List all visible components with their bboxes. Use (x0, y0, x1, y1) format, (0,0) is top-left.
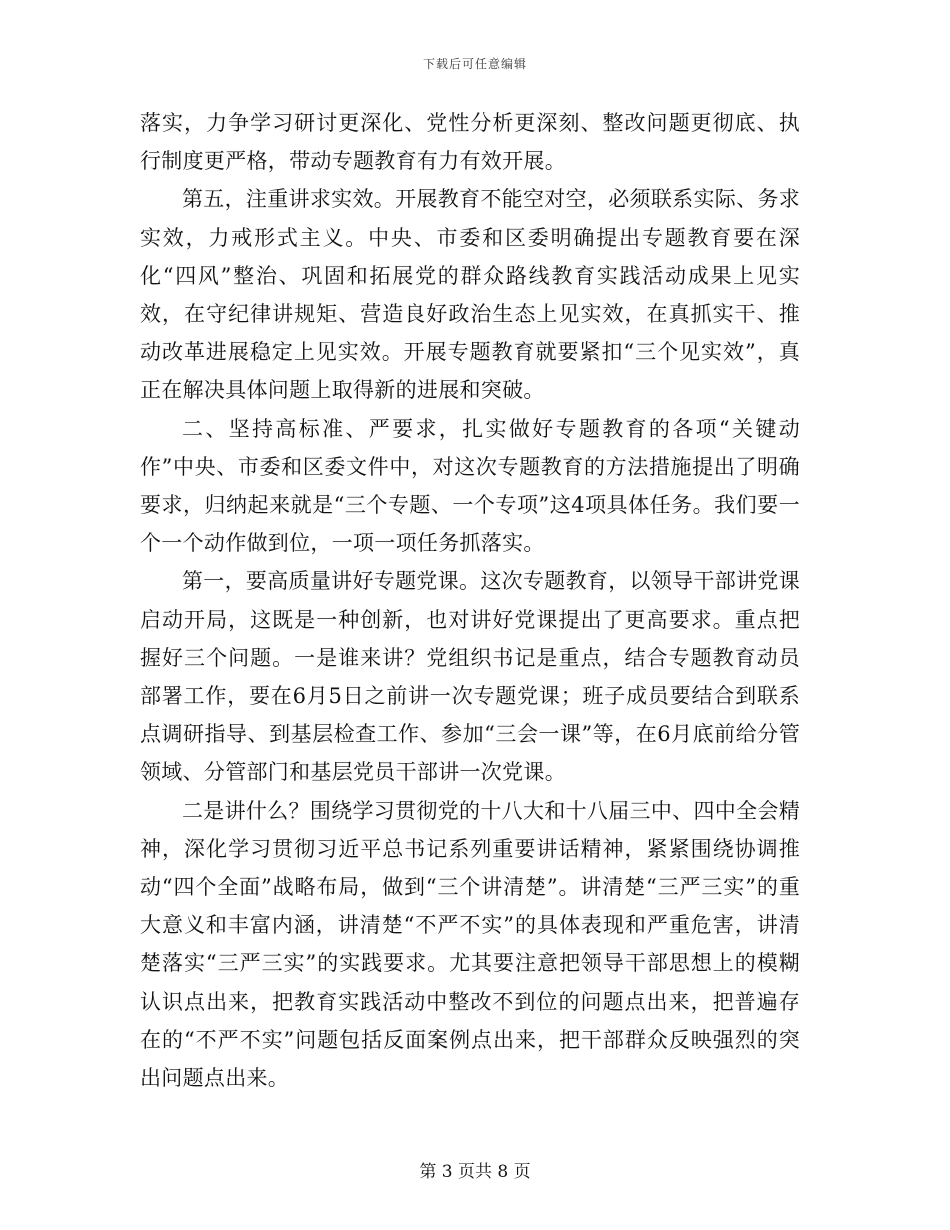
paragraph-continuation: 落实，力争学习研讨更深化、党性分析更深刻、整改问题更彻底、执行制度更严格，带动专题教育有力有效开展。 (140, 111, 800, 174)
page-number: 第 3 页共 8 页 (419, 1162, 531, 1182)
document-body (140, 104, 800, 1097)
header-note: 下载后可任意编辑 (422, 57, 527, 71)
paragraph-first-task: 第一，要高质量讲好专题党课。这次专题教育，以领导干部讲党课启动开局，这既是一种创新，也对讲好党课提出了更高要求。重点把握好三个问题。一是谁来讲？党组织书记是重点，结合专题教育动员部署工作，要在6月5日之前讲一次专题党课；班子成员要结合到联系点调研指导、到基层检查工作、参加“三会一课”等，在6月底前给分管领域、分管部门和基层党员干部讲一次党课。 (140, 569, 800, 785)
paragraph-fifth-point: 第五，注重讲求实效。开展教育不能空对空，必须联系实际、务求实效，力戒形式主义。中央、市委和区委明确提出专题教育要在深化“四风”整治、巩固和拓展党的群众路线教育实践活动成果上见实效，在守纪律讲规矩、营造良好政治生态上见实效，在真抓实干、推动改革进展稳定上见实效。开展专题教育就要紧扣“三个见实效”，真正在解决具体问题上取得新的进展和突破。 (140, 187, 800, 403)
paragraph-section-two: 二、坚持高标准、严要求，扎实做好专题教育的各项“关键动作”中央、市委和区委文件中，对这次专题教育的方法措施提出了明确要求，归纳起来就是“三个专题、一个专项”这4项具体任务。我们要一个一个动作做到位，一项一项任务抓落实。 (140, 416, 800, 556)
paragraph-what-to-teach: 二是讲什么？围绕学习贯彻党的十八大和十八届三中、四中全会精神，深化学习贯彻习近平总书记系列重要讲话精神，紧紧围绕协调推动“四个全面”战略布局，做到“三个讲清楚”。讲清楚“三严三实”的重大意义和丰富内涵，讲清楚“不严不实”的具体表现和严重危害，讲清楚落实“三严三实”的实践要求。尤其要注意把领导干部思想上的模糊认识点出来，把教育实践活动中整改不到位的问题点出来，把普遍存在的“不严不实”问题包括反面案例点出来，把干部群众反映强烈的突出问题点出来。 (140, 798, 800, 1091)
